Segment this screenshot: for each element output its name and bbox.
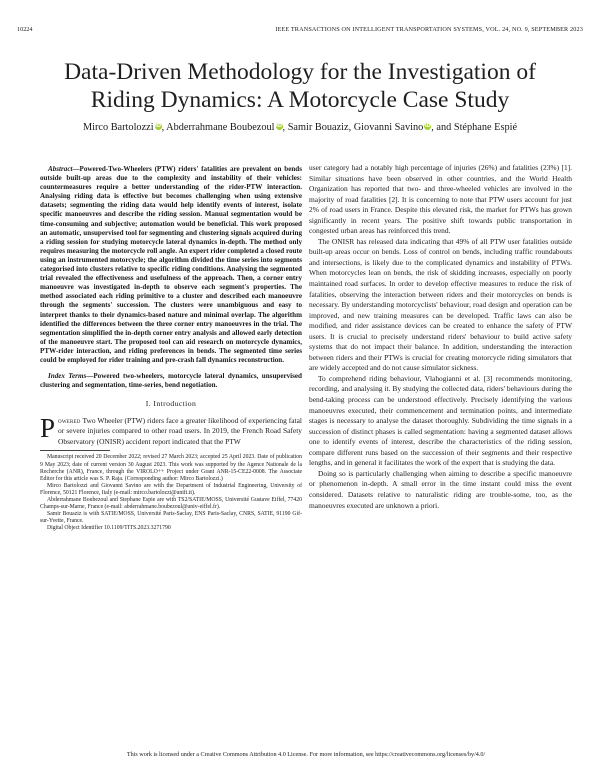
- body-paragraph: Doing so is particularly challenging when aiming to describe a specific manoeuvre or phenomenon in-depth. A small error in the time instant could miss the event considered. Datasets relative to naturalistic riding are trouble-some, too, as the manoeuvres executed are unknown a priori.: [309, 468, 572, 510]
- journal-header: IEEE TRANSACTIONS ON INTELLIGENT TRANSPORTATION SYSTEMS, VOL. 24, NO. 9, SEPTEMBER 2023: [275, 26, 583, 33]
- author-name[interactable]: , and Stéphane Espié: [431, 122, 518, 133]
- footnote-affiliation: Abderrahmane Boubezoul and Stephane Espie are with TS2/SATIE/MOSS, Université Gustave Eiffel, 77420 Champs-sur-Marne, France (e-mail: abderrahmane.boubezoul@univ-eiffel.fr).: [40, 497, 302, 511]
- license-notice[interactable]: This work is licensed under a Creative Commons Attribution 4.0 License. For more information, see https://creativecommons.org/licenses/by/4.0/: [126, 752, 486, 758]
- author-name[interactable]: , Abderrahmane Boubezoul: [161, 122, 275, 133]
- drop-cap: P: [40, 412, 56, 443]
- body-paragraph: user category had a notably high percentage of injuries (26%) and fatalities (23%) [1]. Similar situations have been observed in other countries, and the World Health Organization has reported that two- and three-wheeled vehicles are involved in the majority of road fatalities [2]. It is concerning to note that PTW users account for just 2% of road users in France. Despite this elevated risk, the market for PTWs has grown significantly in recent years. The positive shift towards public transportation in congested urban areas has reinforced this trend.: [309, 163, 572, 236]
- paper-title: Data-Driven Methodology for the Investigation of Riding Dynamics: A Motorcycle Case Study: [64, 59, 536, 113]
- section-heading: I. Introduction: [145, 399, 197, 409]
- orcid-icon[interactable]: iD: [424, 123, 431, 129]
- abstract: [40, 165, 302, 365]
- index-terms-label: Index Terms: [48, 372, 87, 381]
- intro-paragraph: [40, 412, 302, 448]
- footnote-affiliation: Mirco Bartolozzi and Giovanni Savino are with the Department of Industrial Engineering, University of Florence, 50121 Florence, Italy (e-mail: mirco.bartolozzi@unifi.it).: [40, 482, 302, 496]
- footnote-divider: [40, 450, 110, 451]
- body-paragraph: The ONISR has released data indicating that 49% of all PTW user fatalities outside built-up areas occur on bends. Loss of control on bends, including traffic roundabouts and intersections, is likely due to the complicated dynamics and instability of PTWs. When motorcycles lean on bends, the risk of skidding increases, especially on poorly maintained road surfaces. In order to develop effective measures to reduce the risk of fatalities, observing the interaction between riders and their motorcycles on bends is necessary. By understanding motorcyclists' behaviour, road design and operation can be improved, and new training measures can be developed. Traffic laws can also be modified, and rider assistance devices can be created to enhance the safety of PTW users. It is crucial to precisely understand riders' behaviour to build active safety systems that do not impact their balance. In addition, understanding the interaction between riders and their PTWs is crucial for creating motorcycle riding simulators that are widely accepted and do not cause simulator sickness.: [309, 236, 572, 373]
- footnote-affiliation: Samir Bouaziz is with SATIE/MOSS, Université Paris-Saclay, ENS Paris-Saclay, CNRS, SATIE, 91190 Gif-sur-Yvette, France.: [40, 511, 302, 525]
- author-name[interactable]: , Samir Bouaziz, Giovanni Savino: [282, 122, 424, 133]
- index-terms: [40, 372, 302, 390]
- footnote-manuscript: Manuscript received 20 December 2022; revised 27 March 2023; accepted 25 April 2023. Date of publication 9 May 2023; date of current version 30 August 2023. This work was supported by the Agence Nationale de la Recherche (ANR), France, through the VIROLO++ Project under Grant ANR-15-CE22-0008. The Associate Editor for this article was S. P. Raja. (Corresponding author: Mirco Bartolozzi.): [40, 454, 302, 482]
- body-paragraph: To comprehend riding behaviour, Vlahogianni et al. [3] recommends monitoring, recording, and analysing it. By studying the collected data, riders' behaviours during the bend-taking process can be understood effectively. Precisely identifying the various manoeuvres executed, their commencement and termination points, and intermediate stages is necessary to analyse the dataset thoroughly. Subdividing the time signals in a succession of distinct phases is called segmentation: having a segmented dataset allows one to identify events of interest, describe the characteristics of the riding session, compare different runs based on the succession of their segments and their respective lengths, and in general it facilitates the work of the expert that is studying the data.: [309, 373, 572, 468]
- orcid-icon[interactable]: iD: [276, 123, 282, 129]
- intro-small-caps: owered: [58, 415, 81, 425]
- author-list: [20, 122, 580, 133]
- abstract-label: Abstract: [48, 165, 73, 173]
- index-terms-text: —Powered two-wheelers, motorcycle lateral dynamics, unsupervised clustering and segmentation, time-series, bend negotiation.: [40, 372, 303, 390]
- footnote-doi[interactable]: Digital Object Identifier 10.1109/TITS.2023.3271790: [47, 525, 171, 532]
- author-name[interactable]: Mirco Bartolozzi: [82, 122, 154, 133]
- abstract-text: —Powered-Two-Wheelers (PTW) riders' fatalities are prevalent on bends outside built-up areas due to the complexity and instability of their vehicles: countermeasures require a better understanding of the rider-PTW interaction. Analysing riding data is effective but becomes challenging when using extensive datasets; segmenting the riding data would help identify events of interest, isolate specific manoeuvres and describe the riding session. Manual segmentation would be time-consuming and subjective; automation would be beneficial. This work proposed an automatic, unsupervised tool for segmenting and clustering signals acquired during a riding session for studying motorcycle lateral dynamics in-depth. The method only requires measuring the motorcycle roll angle. An expert rider completed a closed route using an instrumented motorcycle; the algorithm divided the time series into segments categorised into clusters relative to specific riding conditions. Analysing the segmented trial revealed the effectiveness and usefulness of the approach. Then, a corner entry manoeuvre was investigated in-depth to observe each segment's properties. The method associated each riding primitive to a cluster and described each manoeuvre through the segments' succession. The clusters were unambiguous and easy to interpret thanks to their dynamics-based nature and minimal overlap. The algorithm identified the differences between the three corner entry manoeuvres in the trial. The segmentation simplified the in-depth corner entry analysis and allowed early detection of the manoeuvre start. The proposed tool can aid research on motorcycle dynamics, PTW-rider interaction, and riding preferences in bends. The segmented time series could be employed for rider training and pre-crash fall dynamics reconstruction.: [40, 165, 302, 364]
- page-number: 10224: [17, 26, 33, 33]
- orcid-icon[interactable]: iD: [155, 123, 162, 129]
- right-column: [309, 163, 572, 511]
- left-column: [40, 165, 302, 532]
- intro-text: Two Wheeler (PTW) riders face a greater likelihood of experiencing fatal or severe injuries compared to other road users. In 2019, the French Road Safety Observatory (ONISR) accident report indicated that the PTW: [58, 415, 302, 446]
